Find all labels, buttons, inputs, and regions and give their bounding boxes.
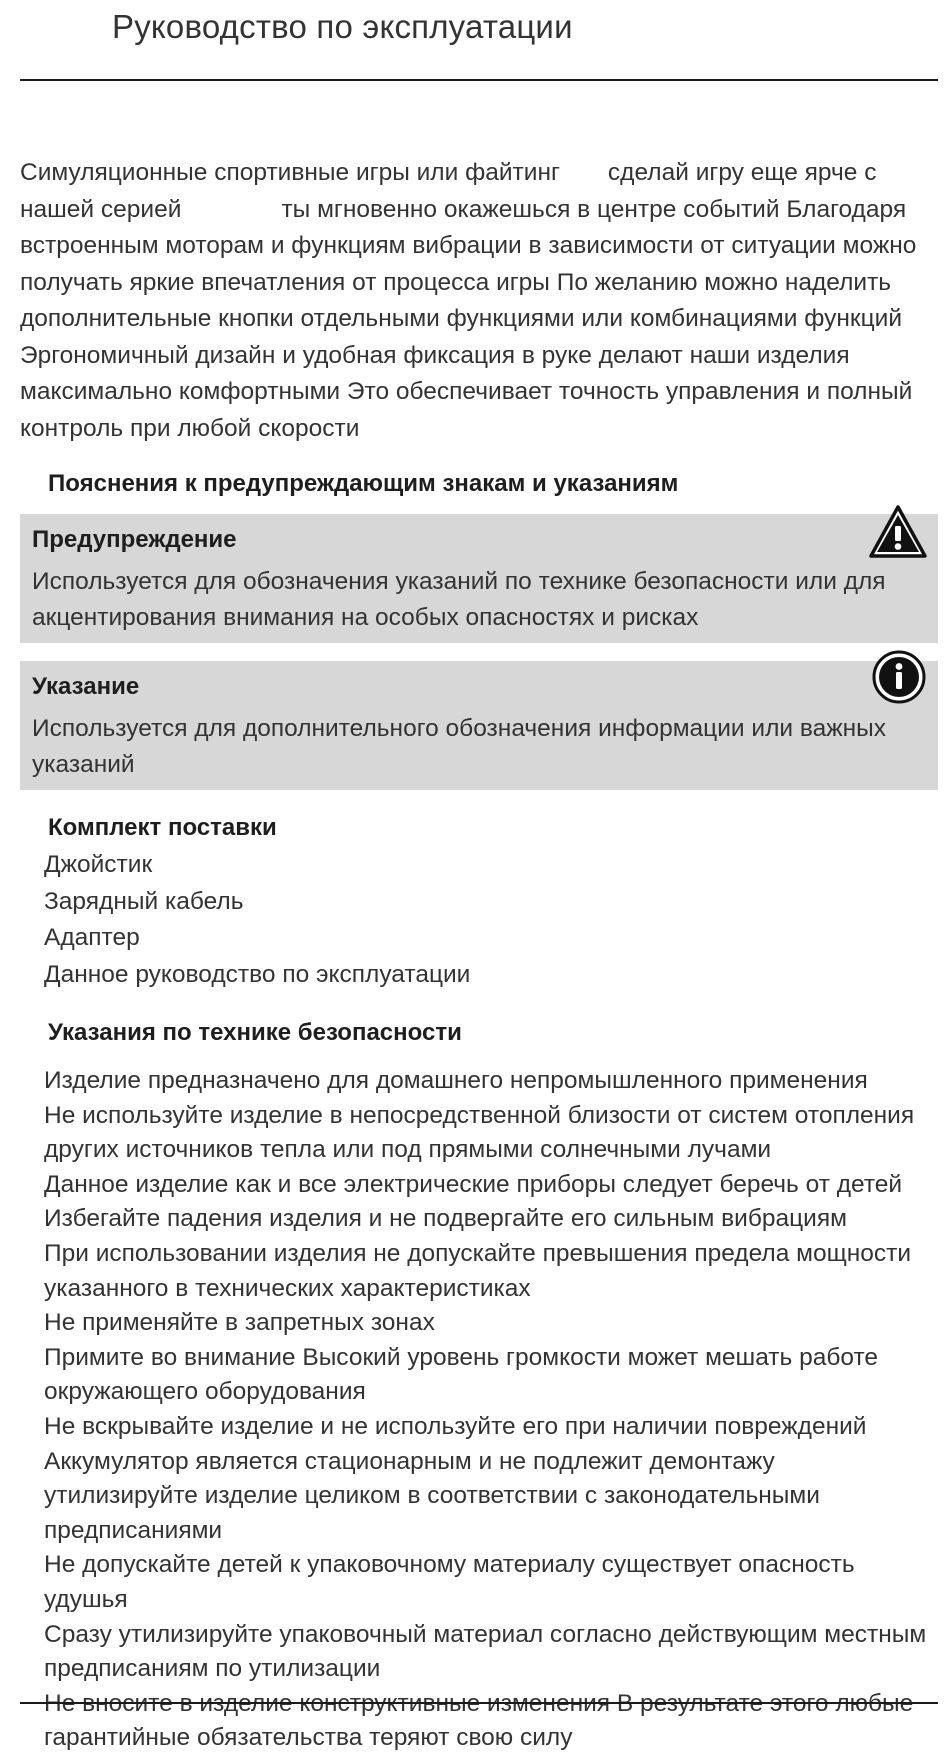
package-list xyxy=(44,847,470,993)
list-item: Адаптер xyxy=(44,924,140,951)
list-item: Не допускайте детей к упаковочному материалу существует опасность удушья xyxy=(44,1551,855,1613)
warning-box xyxy=(20,514,938,643)
info-icon xyxy=(872,650,926,704)
list-item: Не применяйте в запретных зонах xyxy=(44,1309,435,1337)
list-item: Не используйте изделие в непосредственной близости от систем отопления других источников тепла или под прямыми солнечными лучами xyxy=(44,1101,915,1164)
footer-divider xyxy=(20,1702,938,1704)
intro-text-part-3: ты мгновенно окажешься в центре событий Благодаря встроенным моторам и функциям вибрации в зависимости от ситуации можно получать яркие впечатления от процесса игры По желанию можно наделить дополнительные кнопки отдельными функциями или комбинациями функций Эргономичный дизайн и удобная фиксация в руке делают наши изделия максимально комфортными Это обеспечивает точность управления и полный контроль при любой скорости xyxy=(20,195,917,442)
note-text: Используется для дополнительного обозначения информации или важных указаний xyxy=(32,715,887,778)
intro-text-part-2: сделай игру еще ярче с нашей серией xyxy=(20,159,877,223)
list-item: Изделие предназначено для домашнего непромышленного применения xyxy=(44,1067,868,1094)
list-item: Избегайте падения изделия и не подвергайте его сильным вибрациям xyxy=(44,1205,847,1233)
warning-triangle-icon xyxy=(868,504,928,560)
list-item: Джойстик xyxy=(44,851,153,878)
intro-paragraph xyxy=(20,155,930,447)
list-item: Зарядный кабель xyxy=(44,887,244,915)
package-heading: Комплект поставки xyxy=(48,814,277,841)
list-item: Примите во внимание Высокий уровень громкости может мешать работе окружающего оборудования xyxy=(44,1343,879,1406)
note-box xyxy=(20,661,938,790)
list-item: Данное изделие как и все электрические приборы следует беречь от детей xyxy=(44,1170,903,1198)
list-item: Аккумулятор является стационарным и не подлежит демонтажу утилизируйте изделие целиком в соответствии с законодательными предписаниями xyxy=(44,1447,820,1544)
list-item: Не вскрывайте изделие и не используйте его при наличии повреждений xyxy=(44,1412,867,1440)
intro-text-part-1: Симуляционные спортивные игры или файтинг xyxy=(20,159,560,186)
safety-list xyxy=(44,1064,934,1756)
list-item: Данное руководство по эксплуатации xyxy=(44,960,471,988)
list-item: При использовании изделия не допускайте превышения предела мощности указанного в технических характеристиках xyxy=(44,1239,912,1302)
note-title: Указание xyxy=(32,673,140,700)
list-item: Не вносите в изделие конструктивные изменения В результате этого любые гарантийные обязательства теряют свою силу xyxy=(44,1689,914,1752)
header-divider xyxy=(20,79,938,81)
warning-title: Предупреждение xyxy=(32,526,237,553)
page-title: Руководство по эксплуатации xyxy=(112,8,573,45)
safety-heading: Указания по технике безопасности xyxy=(48,1019,462,1046)
warning-text: Используется для обозначения указаний по технике безопасности или для акцентирования внимания на особых опасностях и рисках xyxy=(32,568,886,631)
list-item: Сразу утилизируйте упаковочный материал согласно действующим местным предписаниям по утилизации xyxy=(44,1620,927,1683)
signs-heading: Пояснения к предупреждающим знакам и указаниям xyxy=(48,470,679,497)
